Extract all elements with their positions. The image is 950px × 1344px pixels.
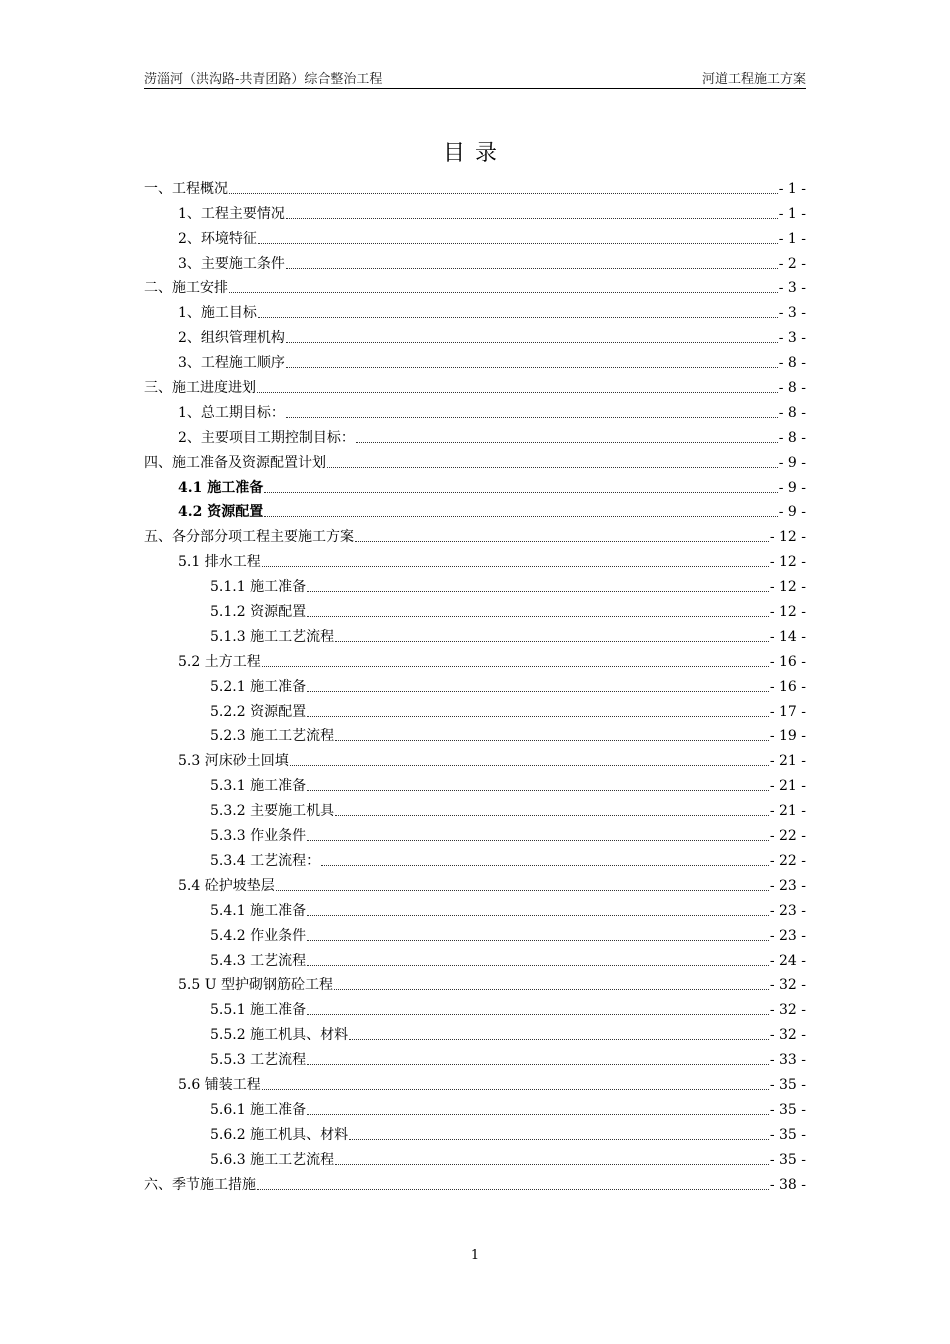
toc-entry-label: 5.4.3 工艺流程 (210, 952, 307, 969)
toc-entry-label: 4.2 资源配置 (178, 504, 264, 521)
toc-entry-label: 3、工程施工顺序 (178, 355, 285, 372)
toc-entry[interactable] (144, 796, 806, 821)
toc-entry-page: - 2 - (778, 255, 806, 272)
toc-entry[interactable] (144, 398, 806, 423)
toc-dot-leader (327, 467, 778, 468)
toc-entry-page: - 38 - (769, 1176, 806, 1193)
toc-entry-page: - 8 - (778, 429, 806, 446)
toc-entry[interactable] (144, 896, 806, 921)
toc-entry-page: - 32 - (769, 1027, 806, 1044)
toc-entry[interactable] (144, 547, 806, 572)
toc-dot-leader (229, 193, 778, 194)
toc-entry-label: 5.6 铺装工程 (178, 1076, 261, 1093)
toc-entry-label: 三、施工进度进划 (144, 380, 256, 397)
toc-entry[interactable] (144, 423, 806, 448)
toc-entry[interactable] (144, 1145, 806, 1170)
toc-entry[interactable] (144, 1045, 806, 1070)
toc-entry-page: - 1 - (778, 205, 806, 222)
toc-dot-leader (262, 566, 769, 567)
toc-dot-leader (355, 541, 769, 542)
toc-entry[interactable] (144, 373, 806, 398)
toc-dot-leader (307, 840, 769, 841)
toc-entry[interactable] (144, 622, 806, 647)
toc-entry-label: 四、施工准备及资源配置计划 (144, 454, 326, 471)
toc-dot-leader (307, 1114, 769, 1115)
toc-dot-leader (307, 915, 769, 916)
toc-entry-label: 5.5 U 型护砌钢筋砼工程 (178, 977, 333, 994)
toc-entry[interactable] (144, 1070, 806, 1095)
toc-entry[interactable] (144, 174, 806, 199)
toc-entry[interactable] (144, 448, 806, 473)
toc-entry-label: 5.4.1 施工准备 (210, 902, 307, 919)
toc-dot-leader (307, 940, 769, 941)
toc-dot-leader (321, 865, 769, 866)
toc-dot-leader (307, 965, 769, 966)
table-of-contents (144, 174, 806, 1195)
toc-entry-page: - 21 - (769, 778, 806, 795)
toc-dot-leader (286, 342, 778, 343)
toc-entry-label: 5.2.1 施工准备 (210, 678, 307, 695)
header-document-type: 河道工程施工方案 (701, 72, 806, 87)
toc-dot-leader (286, 367, 778, 368)
toc-entry-label: 5.3 河床砂土回填 (178, 753, 289, 770)
toc-dot-leader (334, 989, 769, 990)
toc-entry-page: - 9 - (778, 479, 806, 496)
toc-entry[interactable] (144, 746, 806, 771)
toc-entry-label: 五、各分部分项工程主要施工方案 (144, 529, 354, 546)
toc-entry[interactable] (144, 995, 806, 1020)
toc-entry-page: - 23 - (769, 902, 806, 919)
toc-dot-leader (229, 292, 778, 293)
toc-entry-page: - 12 - (769, 529, 806, 546)
toc-entry-label: 六、季节施工措施 (144, 1176, 256, 1193)
toc-dot-leader (307, 1064, 769, 1065)
toc-dot-leader (286, 218, 778, 219)
toc-entry-label: 5.1 排水工程 (178, 554, 261, 571)
toc-entry-page: - 35 - (769, 1126, 806, 1143)
toc-entry[interactable] (144, 846, 806, 871)
toc-entry-label: 5.3.3 作业条件 (210, 828, 307, 845)
toc-entry-label: 5.2 土方工程 (178, 653, 261, 670)
toc-entry-page: - 22 - (769, 852, 806, 869)
toc-entry-label: 5.5.1 施工准备 (210, 1002, 307, 1019)
toc-entry[interactable] (144, 1020, 806, 1045)
toc-dot-leader (307, 691, 769, 692)
toc-entry-label: 一、工程概况 (144, 180, 228, 197)
toc-dot-leader (307, 591, 769, 592)
page-header (144, 66, 806, 89)
toc-dot-leader (257, 1189, 769, 1190)
toc-dot-leader (349, 1039, 769, 1040)
toc-entry[interactable] (144, 473, 806, 498)
toc-entry[interactable] (144, 323, 806, 348)
toc-dot-leader (335, 641, 769, 642)
toc-dot-leader (257, 392, 778, 393)
toc-entry-page: - 16 - (769, 678, 806, 695)
toc-entry[interactable] (144, 199, 806, 224)
toc-entry-page: - 19 - (769, 728, 806, 745)
toc-entry[interactable] (144, 672, 806, 697)
toc-dot-leader (286, 268, 778, 269)
toc-dot-leader (335, 740, 769, 741)
toc-entry[interactable] (144, 946, 806, 971)
page-number: 1 (470, 1248, 480, 1263)
toc-entry-label: 2、环境特征 (178, 230, 257, 247)
toc-entry-label: 5.1.3 施工工艺流程 (210, 628, 335, 645)
toc-entry-page: - 1 - (778, 180, 806, 197)
toc-entry-label: 5.6.2 施工机具、材料 (210, 1126, 349, 1143)
toc-entry-label: 5.6.3 施工工艺流程 (210, 1151, 335, 1168)
toc-entry-label: 5.2.2 资源配置 (210, 703, 307, 720)
toc-entry-label: 1、工程主要情况 (178, 205, 285, 222)
toc-entry-label: 1、总工期目标： (178, 404, 285, 421)
toc-entry-page: - 16 - (769, 653, 806, 670)
toc-dot-leader (307, 616, 769, 617)
toc-entry-page: - 35 - (769, 1101, 806, 1118)
toc-dot-leader (276, 890, 769, 891)
toc-entry-page: - 9 - (778, 504, 806, 521)
toc-dot-leader (258, 317, 778, 318)
toc-entry-page: - 35 - (769, 1151, 806, 1168)
toc-entry-page: - 9 - (778, 454, 806, 471)
toc-dot-leader (258, 243, 778, 244)
toc-dot-leader (262, 666, 769, 667)
toc-entry[interactable] (144, 821, 806, 846)
toc-entry[interactable] (144, 871, 806, 896)
toc-entry-page: - 3 - (778, 330, 806, 347)
toc-entry[interactable] (144, 498, 806, 523)
toc-entry-page: - 35 - (769, 1076, 806, 1093)
toc-entry[interactable] (144, 1170, 806, 1195)
toc-entry-label: 3、主要施工条件 (178, 255, 285, 272)
toc-entry-page: - 21 - (769, 753, 806, 770)
toc-entry[interactable] (144, 771, 806, 796)
toc-dot-leader (349, 1139, 769, 1140)
toc-dot-leader (262, 1089, 769, 1090)
toc-dot-leader (356, 442, 778, 443)
header-project-name: 涝淄河（洪沟路-共青团路）综合整治工程 (144, 72, 383, 87)
toc-dot-leader (307, 716, 769, 717)
toc-entry[interactable] (144, 722, 806, 747)
toc-entry[interactable] (144, 224, 806, 249)
toc-entry[interactable] (144, 348, 806, 373)
toc-dot-leader (335, 1164, 769, 1165)
toc-entry-label: 2、组织管理机构 (178, 330, 285, 347)
toc-entry-page: - 3 - (778, 280, 806, 297)
toc-dot-leader (290, 765, 769, 766)
toc-entry[interactable] (144, 647, 806, 672)
toc-dot-leader (307, 1014, 769, 1015)
toc-entry-label: 5.5.3 工艺流程 (210, 1052, 307, 1069)
toc-entry-label: 5.1.1 施工准备 (210, 579, 307, 596)
toc-entry[interactable] (144, 1095, 806, 1120)
toc-entry-label: 2、主要项目工期控制目标： (178, 429, 355, 446)
toc-entry-page: - 14 - (769, 628, 806, 645)
toc-entry-page: - 32 - (769, 977, 806, 994)
toc-entry-label: 4.1 施工准备 (178, 479, 264, 496)
toc-entry[interactable] (144, 971, 806, 996)
toc-entry[interactable] (144, 522, 806, 547)
toc-entry[interactable] (144, 249, 806, 274)
toc-dot-leader (286, 417, 778, 418)
toc-entry-label: 5.3.1 施工准备 (210, 778, 307, 795)
toc-entry[interactable] (144, 597, 806, 622)
toc-entry-label: 二、施工安排 (144, 280, 228, 297)
toc-entry-page: - 8 - (778, 404, 806, 421)
toc-entry-label: 5.3.2 主要施工机具 (210, 803, 335, 820)
toc-title: 目录 (442, 141, 507, 166)
toc-entry-page: - 21 - (769, 803, 806, 820)
toc-dot-leader (264, 492, 777, 493)
toc-entry-page: - 24 - (769, 952, 806, 969)
toc-entry-label: 1、施工目标 (178, 305, 257, 322)
toc-entry[interactable] (144, 274, 806, 299)
toc-entry-page: - 12 - (769, 604, 806, 621)
toc-entry[interactable] (144, 572, 806, 597)
toc-entry-page: - 22 - (769, 828, 806, 845)
toc-entry-page: - 12 - (769, 579, 806, 596)
toc-entry-page: - 12 - (769, 554, 806, 571)
toc-entry[interactable] (144, 1120, 806, 1145)
toc-entry-label: 5.3.4 工艺流程： (210, 852, 321, 869)
toc-entry-page: - 8 - (778, 380, 806, 397)
toc-entry-page: - 33 - (769, 1052, 806, 1069)
toc-entry[interactable] (144, 697, 806, 722)
toc-entry[interactable] (144, 921, 806, 946)
toc-entry-label: 5.6.1 施工准备 (210, 1101, 307, 1118)
toc-entry-label: 5.2.3 施工工艺流程 (210, 728, 335, 745)
toc-dot-leader (264, 516, 777, 517)
toc-dot-leader (307, 790, 769, 791)
toc-entry-label: 5.4 砼护坡垫层 (178, 877, 275, 894)
toc-entry-page: - 32 - (769, 1002, 806, 1019)
toc-entry-page: - 23 - (769, 877, 806, 894)
toc-entry-label: 5.5.2 施工机具、材料 (210, 1027, 349, 1044)
toc-entry-page: - 17 - (769, 703, 806, 720)
toc-entry[interactable] (144, 298, 806, 323)
toc-entry-page: - 3 - (778, 305, 806, 322)
toc-entry-label: 5.1.2 资源配置 (210, 604, 307, 621)
toc-entry-page: - 1 - (778, 230, 806, 247)
toc-entry-page: - 23 - (769, 927, 806, 944)
toc-entry-label: 5.4.2 作业条件 (210, 927, 307, 944)
toc-dot-leader (335, 815, 769, 816)
toc-entry-page: - 8 - (778, 355, 806, 372)
